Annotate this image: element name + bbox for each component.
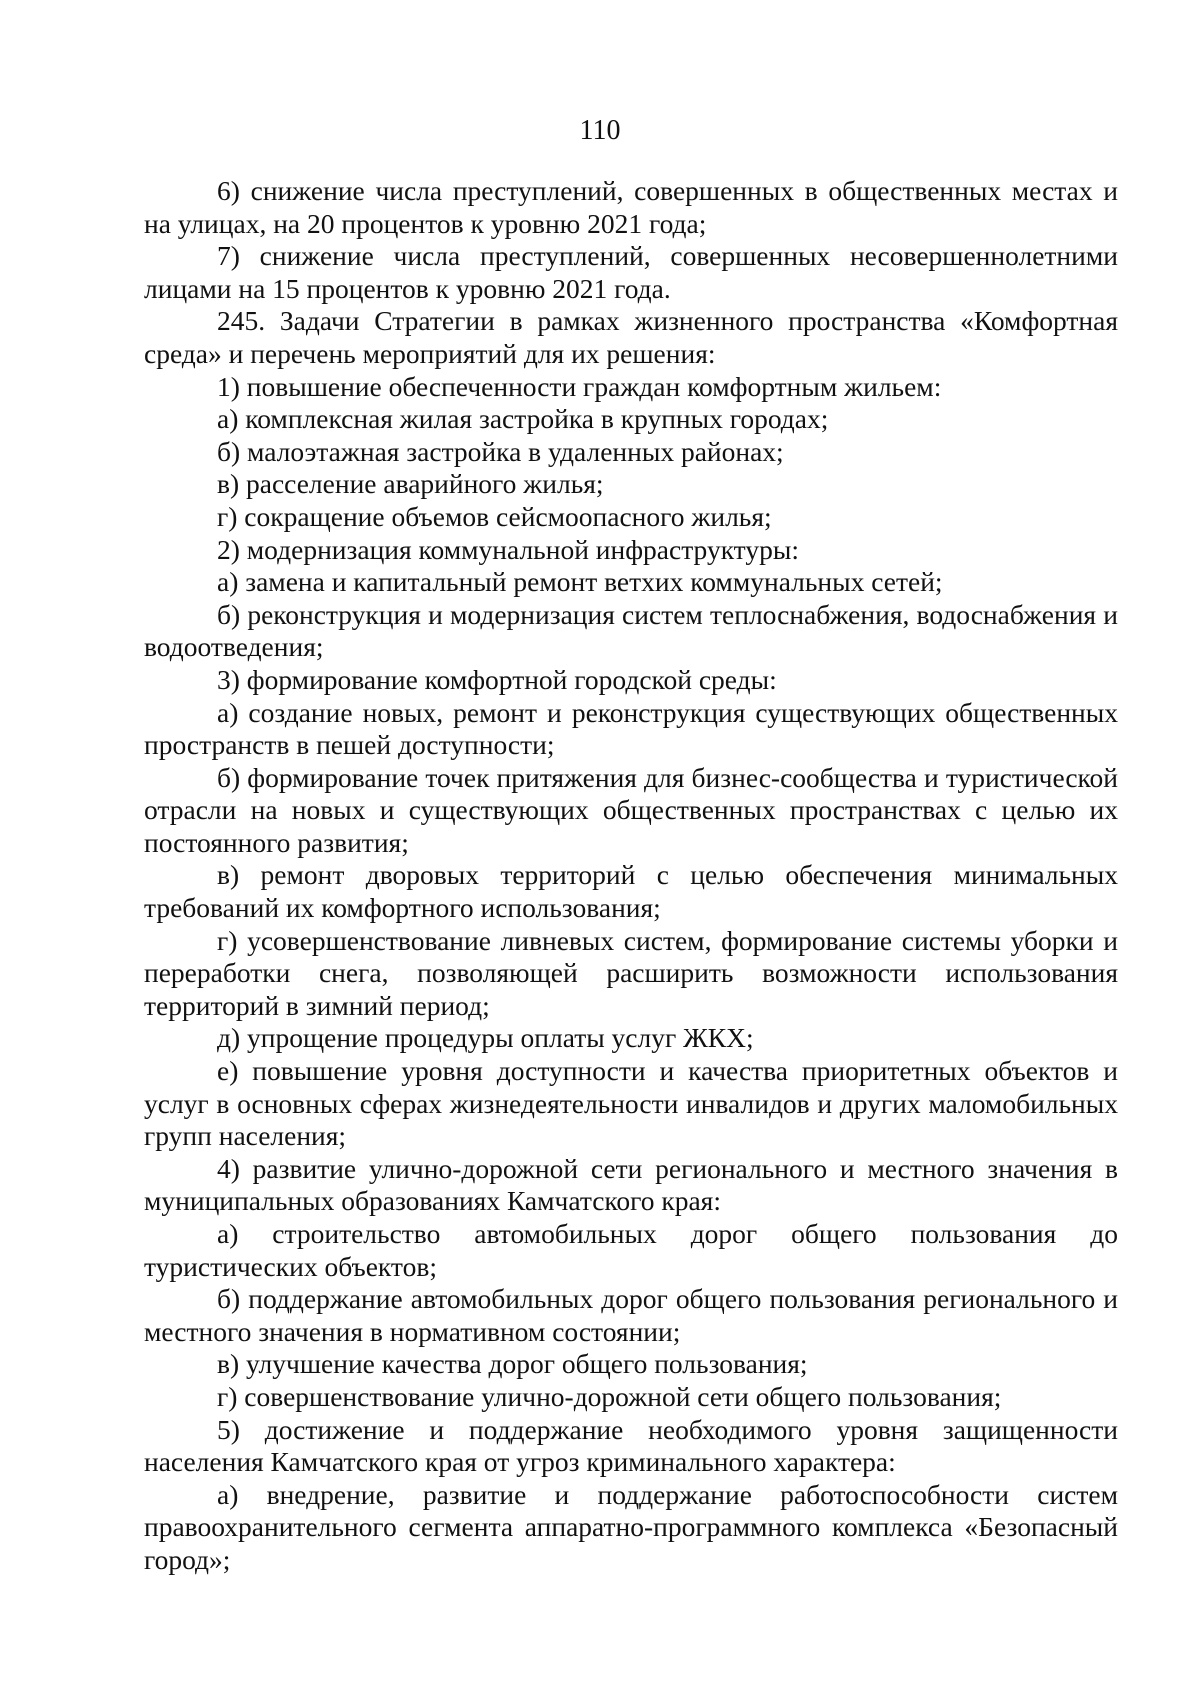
paragraph: б) малоэтажная застройка в удаленных районах; — [217, 435, 784, 467]
paragraph: в) расселение аварийного жилья; — [217, 468, 604, 500]
paragraph: в) ремонт дворовых территорий с целью обеспечения минимальных требований их комфортного использования; — [144, 859, 1118, 924]
paragraph: а) создание новых, ремонт и реконструкция существующих общественных пространств в пешей доступности; — [144, 696, 1118, 761]
document-body — [144, 175, 1118, 1577]
paragraph: 3) формирование комфортной городской среды: — [217, 663, 777, 695]
paragraph: а) замена и капитальный ремонт ветхих коммунальных сетей; — [217, 566, 943, 598]
paragraph: г) сокращение объемов сейсмоопасного жилья; — [217, 500, 772, 532]
paragraph: в) улучшение качества дорог общего пользования; — [217, 1348, 808, 1380]
paragraph: б) поддержание автомобильных дорог общего пользования регионального и местного значения в нормативном состоянии; — [144, 1283, 1118, 1347]
paragraph: г) совершенствование улично-дорожной сети общего пользования; — [217, 1380, 1002, 1412]
paragraph: 7) снижение числа преступлений, совершенных несовершеннолетними лицами на 15 процентов к уровню 2021 года. — [144, 240, 1118, 304]
paragraph: б) формирование точек притяжения для бизнес-сообщества и туристической отрасли на новых и существующих общественных пространствах с целью их постоянного развития; — [144, 761, 1118, 858]
paragraph: 4) развитие улично-дорожной сети регионального и местного значения в муниципальных образованиях Камчатского края: — [144, 1152, 1118, 1217]
paragraph: 5) достижение и поддержание необходимого уровня защищенности населения Камчатского края от угроз криминального характера: — [144, 1413, 1118, 1478]
paragraph: а) комплексная жилая застройка в крупных городах; — [217, 403, 829, 435]
paragraph: д) упрощение процедуры оплаты услуг ЖКХ; — [217, 1022, 754, 1054]
paragraph: б) реконструкция и модернизация систем теплоснабжения, водоснабжения и водоотведения; — [144, 598, 1118, 663]
page-number: 110 — [579, 115, 621, 146]
paragraph: 1) повышение обеспеченности граждан комфортным жильем: — [217, 370, 942, 402]
paragraph: 6) снижение числа преступлений, совершенных в общественных местах и на улицах, на 20 процентов к уровню 2021 года; — [144, 175, 1118, 239]
paragraph: е) повышение уровня доступности и качества приоритетных объектов и услуг в основных сферах жизнедеятельности инвалидов и других маломобильных групп населения; — [144, 1055, 1118, 1152]
paragraph: г) усовершенствование ливневых систем, формирование системы уборки и переработки снега, позволяющей расширить возможности использования территорий в зимний период; — [144, 924, 1118, 1021]
paragraph: 2) модернизация коммунальной инфраструктуры: — [217, 533, 799, 565]
paragraph: а) внедрение, развитие и поддержание работоспособности систем правоохранительного сегмента аппаратно-программного комплекса «Безопасный город»; — [144, 1478, 1118, 1575]
paragraph: а) строительство автомобильных дорог общего пользования до туристических объектов; — [144, 1218, 1118, 1282]
paragraph: 245. Задачи Стратегии в рамках жизненного пространства «Комфортная среда» и перечень мероприятий для их решения: — [144, 305, 1118, 369]
